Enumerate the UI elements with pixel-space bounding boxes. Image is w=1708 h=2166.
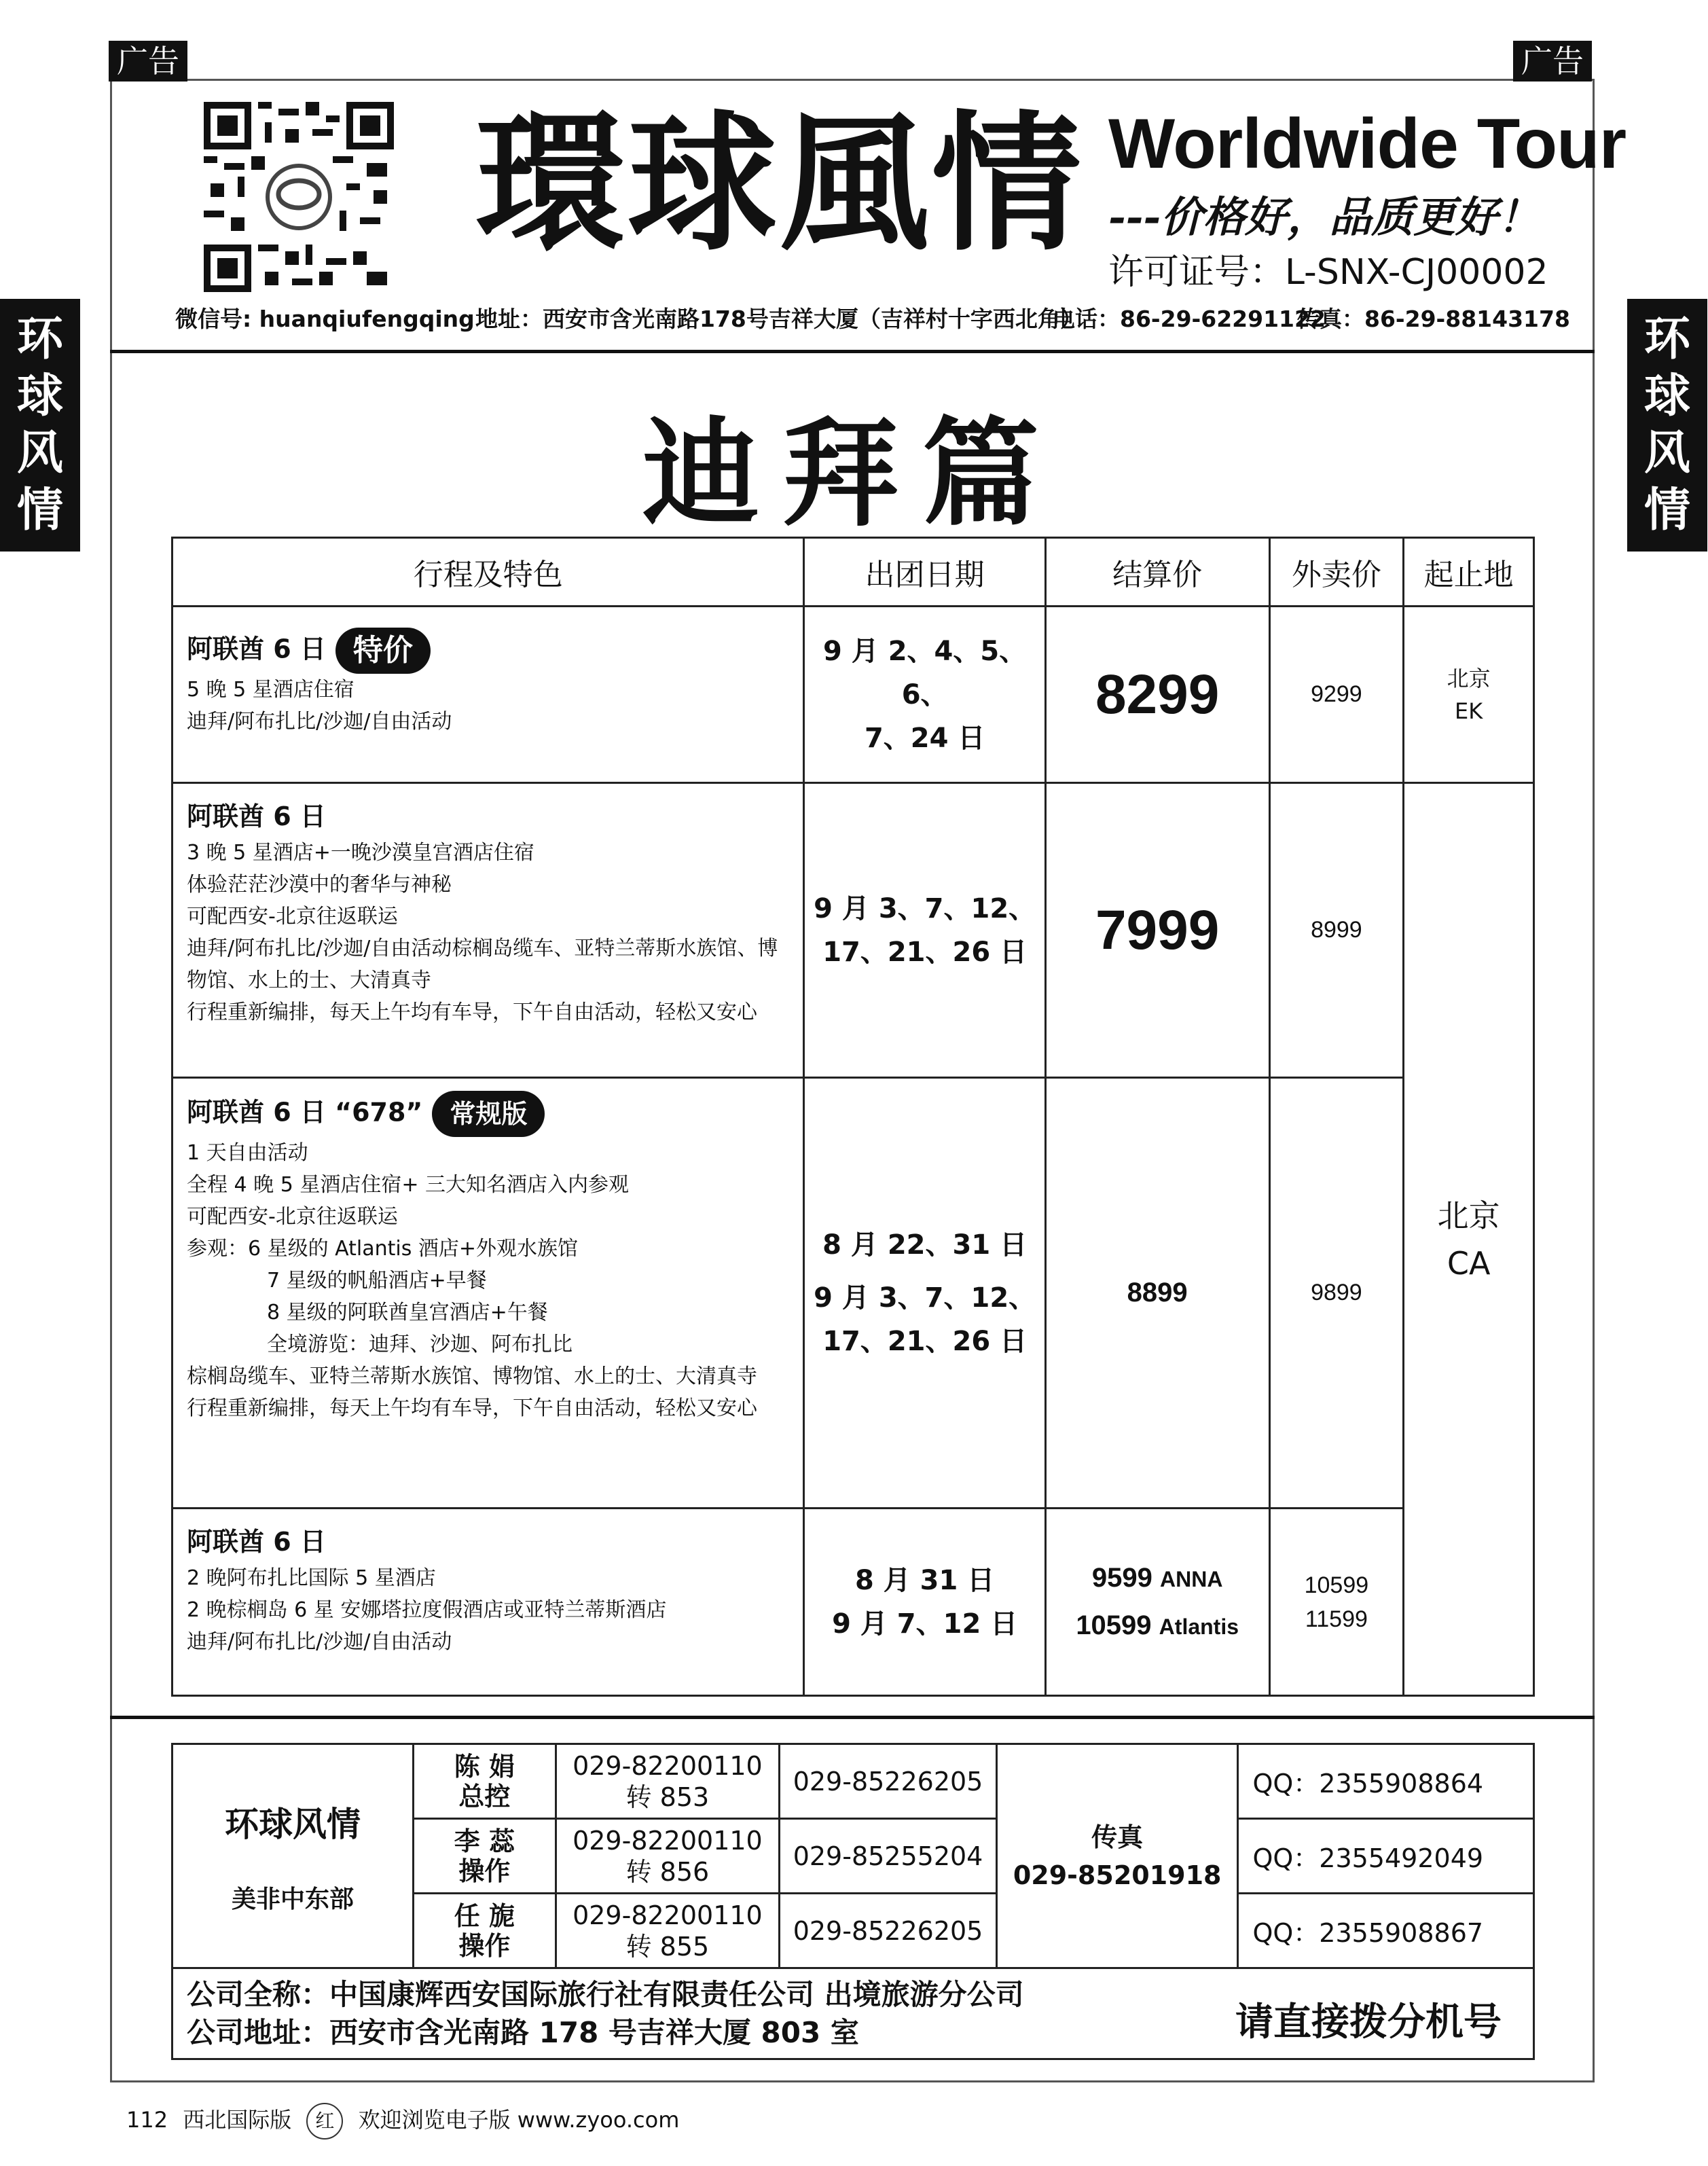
retail-price (1269, 1509, 1404, 1696)
phone-number: 029-82200110 (573, 1900, 763, 1930)
company-info-row (172, 1968, 1534, 2059)
date-line: 8 月 31 日 (855, 1564, 995, 1596)
contact-person (414, 1819, 556, 1894)
company-full-name: 公司全称：中国康辉西安国际旅行社有限责任公司 出境旅游分公司 (187, 1977, 1024, 2011)
header-net-price: 结算价 (1045, 538, 1269, 607)
phone-number: 029-82200110 (573, 1750, 763, 1781)
fax-label: 传真 (1091, 1822, 1144, 1852)
table-divider (110, 1716, 1595, 1719)
regular-edition-badge: 常规版 (432, 1091, 545, 1137)
table-row (172, 783, 1534, 1078)
slogan: ---价格好，品质更好！ (1108, 192, 1540, 242)
extension: 转 855 (625, 1931, 710, 1962)
detail-line: 行程重新编排，每天上午均有车导，下午自由活动，轻松又安心 (187, 1000, 757, 1024)
detail-line: 2 晚棕榈岛 6 星 安娜塔拉度假酒店或亚特兰蒂斯酒店 (187, 1598, 667, 1622)
company-cell (172, 1744, 414, 1968)
detail-line: 8 星级的阿联酋皇宫酒店+午餐 (267, 1301, 548, 1324)
side-tab-right (1627, 299, 1707, 552)
detail-line: 体验茫茫沙漠中的奢华与神秘 (187, 873, 452, 897)
itinerary-cell (172, 1078, 804, 1509)
side-tab-char: 情 (16, 484, 63, 537)
phone-ext-cell (556, 1819, 780, 1894)
qq-number: QQ：2355492049 (1238, 1819, 1534, 1894)
tour-name-text: 阿联酋 6 日 “678” (187, 1097, 423, 1127)
dates-cell (804, 783, 1045, 1078)
direct-phone: 029-85226205 (780, 1894, 997, 1968)
detail-line: 3 晚 5 星酒店+一晚沙漠皇宫酒店住宿 (187, 841, 534, 865)
detail-line: 可配西安-北京往返联运 (187, 1205, 398, 1229)
direct-phone: 029-85226205 (780, 1744, 997, 1819)
contact-person (414, 1744, 556, 1819)
date-line: 9 月 2、4、5、6、 (823, 635, 1027, 710)
departure-city: 北京 (1437, 1197, 1500, 1234)
header-itinerary: 行程及特色 (172, 538, 804, 607)
website-welcome: 欢迎浏览电子版 www.zyoo.com (358, 2107, 680, 2133)
detail-line: 可配西安-北京往返联运 (187, 905, 398, 928)
header-dates: 出团日期 (804, 538, 1045, 607)
net-price: 8299 (1045, 607, 1269, 783)
dates-cell (804, 1078, 1045, 1509)
table-row (172, 607, 1534, 783)
detail-line: 迪拜/阿布扎比/沙迦/自由活动 (187, 1630, 452, 1654)
company-office-address: 公司地址：西安市含光南路 178 号吉祥大厦 803 室 (187, 2015, 859, 2049)
company-fax: 传真：86-29-88143178 (1297, 306, 1570, 332)
net-price: 7999 (1045, 783, 1269, 1078)
department: 美非中东部 (232, 1885, 355, 1913)
qq-number: QQ：2355908867 (1238, 1894, 1534, 1968)
price-option (1047, 1555, 1268, 1602)
price-value: 9599 (1091, 1562, 1152, 1593)
detail-line: 参观：6 星级的 Atlantis 酒店+外观水族馆 (187, 1237, 579, 1261)
wechat-qr-code (204, 102, 394, 292)
contact-person (414, 1894, 556, 1968)
date-line: 17、21、26 日 (822, 936, 1028, 968)
person-name: 任 旎 (454, 1900, 515, 1931)
departure-cell (1404, 607, 1534, 783)
table-row (172, 1509, 1534, 1696)
detail-line: 迪拜/阿布扎比/沙迦/自由活动棕榈岛缆车、亚特兰蒂斯水族馆、博物馆、水上的士、大清真寺 (187, 937, 778, 992)
net-price: 8899 (1045, 1078, 1269, 1509)
side-tab-char: 风 (16, 427, 63, 480)
itinerary-cell (172, 783, 804, 1078)
hotel-label: ANNA (1160, 1566, 1223, 1591)
fax-cell (996, 1744, 1238, 1968)
fax-number: 029-85201918 (1013, 1860, 1222, 1890)
page-title: 迪拜篇 (642, 405, 1062, 542)
date-line: 7、24 日 (864, 722, 985, 754)
detail-line: 棕榈岛缆车、亚特兰蒂斯水族馆、博物馆、水上的士、大清真寺 (187, 1365, 757, 1388)
price-value: 10599 (1076, 1610, 1152, 1640)
company-address: 地址：西安市含光南路178号吉祥大厦（吉祥村十字西北角） (475, 306, 1083, 332)
airline-code: CA (1447, 1244, 1491, 1282)
detail-line: 1 天自由活动 (187, 1141, 308, 1165)
extension: 转 853 (625, 1782, 710, 1812)
detail-line: 2 晚阿布扎比国际 5 星酒店 (187, 1566, 436, 1590)
net-price (1045, 1509, 1269, 1696)
price-option (1047, 1602, 1268, 1650)
side-tab-char: 风 (1643, 427, 1690, 480)
company-phone: 电话：86-29-62291122 (1053, 306, 1326, 332)
phone-ext-cell (556, 1894, 780, 1968)
phone-number: 029-82200110 (573, 1825, 763, 1856)
detail-line: 5 晚 5 星酒店住宿 (187, 678, 355, 702)
table-row (172, 1078, 1534, 1509)
edition-name: 西北国际版 (183, 2107, 292, 2133)
tour-name: 阿联酋 6 日 (187, 1527, 326, 1557)
retail-price: 8999 (1269, 783, 1404, 1078)
date-line: 17、21、26 日 (822, 1325, 1028, 1357)
retail-value: 11599 (1305, 1606, 1368, 1632)
extension: 转 856 (625, 1856, 710, 1887)
side-tab-char: 环 (16, 312, 63, 366)
person-name: 李 蕊 (454, 1826, 515, 1856)
contact-row (172, 1744, 1534, 1819)
tour-name (187, 628, 791, 674)
header-divider (110, 350, 1595, 353)
table-header-row (172, 538, 1534, 607)
side-tab-char: 球 (16, 369, 63, 423)
hotel-label: Atlantis (1159, 1614, 1239, 1639)
person-name: 陈 娟 (454, 1751, 515, 1782)
side-tab-left (0, 299, 80, 552)
departure-cell-shared (1404, 783, 1534, 1696)
company-brand: 环球风情 (225, 1805, 361, 1844)
date-line: 9 月 3、7、12、 (814, 1282, 1036, 1314)
departure-city: 北京 (1447, 665, 1491, 691)
detail-line: 全境游览：迪拜、沙迦、阿布扎比 (267, 1333, 573, 1356)
detail-line: 行程重新编排，每天上午均有车导，下午自由活动，轻松又安心 (187, 1396, 757, 1420)
person-role: 操作 (458, 1856, 511, 1886)
publication-logo-icon: 红 (306, 2103, 343, 2140)
dial-extension-note: 请直接拨分机号 (1235, 2000, 1502, 2044)
dates-cell (804, 607, 1045, 783)
company-info-cell (172, 1968, 1534, 2059)
side-tab-char: 球 (1643, 369, 1690, 423)
date-line: 9 月 3、7、12、 (814, 892, 1036, 924)
page-number: 112 (126, 2107, 168, 2133)
qq-number: QQ：2355908864 (1238, 1744, 1534, 1819)
direct-phone: 029-85255204 (780, 1819, 997, 1894)
tour-name-text: 阿联酋 6 日 (187, 634, 326, 664)
ad-label-left: 广告 (109, 41, 187, 82)
brand-name-en: Worldwide Tour (1108, 105, 1627, 183)
itinerary-cell (172, 607, 804, 783)
header-departure: 起止地 (1404, 538, 1534, 607)
itinerary-cell (172, 1509, 804, 1696)
ad-label-right: 广告 (1513, 41, 1592, 82)
airline-code: EK (1455, 698, 1483, 724)
footer (126, 2103, 679, 2140)
person-role: 操作 (458, 1930, 511, 1961)
tour-name (187, 1091, 791, 1137)
detail-line: 迪拜/阿布扎比/沙迦/自由活动 (187, 710, 452, 734)
side-tab-char: 情 (1643, 484, 1690, 537)
retail-price: 9299 (1269, 607, 1404, 783)
phone-ext-cell (556, 1744, 780, 1819)
special-price-badge: 特价 (335, 628, 431, 674)
license-number: 许可证号：L-SNX-CJ00002 (1108, 252, 1548, 293)
date-line: 9 月 7、12 日 (832, 1608, 1018, 1640)
side-tab-char: 环 (1643, 312, 1690, 366)
retail-price: 9899 (1269, 1078, 1404, 1509)
brand-name-cn: 環球風情 (475, 95, 1085, 271)
detail-line: 7 星级的帆船酒店+早餐 (267, 1269, 487, 1293)
tour-table (171, 537, 1535, 1697)
header-retail-price: 外卖价 (1269, 538, 1404, 607)
detail-line: 全程 4 晚 5 星酒店住宿+ 三大知名酒店入内参观 (187, 1173, 629, 1197)
dates-cell (804, 1509, 1045, 1696)
retail-value: 10599 (1304, 1572, 1369, 1598)
contact-table (171, 1743, 1535, 2060)
wechat-id: 微信号: huanqiufengqing (175, 306, 475, 332)
person-role: 总控 (458, 1781, 511, 1811)
tour-name: 阿联酋 6 日 (187, 801, 326, 831)
date-line: 8 月 22、31 日 (822, 1229, 1028, 1261)
